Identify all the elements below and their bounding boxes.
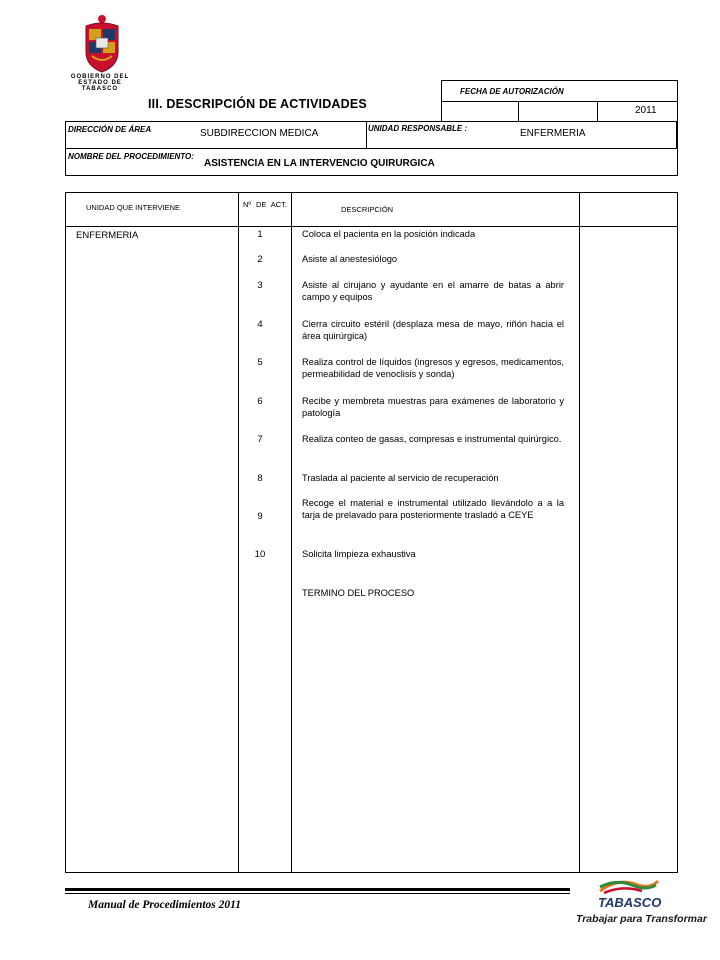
tabasco-brand-icon bbox=[598, 877, 660, 895]
act-desc-2: Asiste al anestesiólogo bbox=[302, 254, 398, 264]
fecha-cell-2 bbox=[518, 101, 598, 122]
brand-name: TABASCO bbox=[598, 895, 662, 910]
procedimiento-label: NOMBRE DEL PROCEDIMIENTO: bbox=[68, 152, 194, 161]
act-desc-9: Recoge el material e instrumental utilizado llevándolo a a la tarja de prelavado para posteriormente trasladó a CEYE bbox=[302, 498, 564, 520]
manual-title: Manual de Procedimientos 2011 bbox=[88, 899, 242, 911]
act-desc-4: Cierra circuito estéril (desplaza mesa de mayo, riñón hacia el área quirúrgica) bbox=[302, 319, 564, 341]
act-num-9: 9 bbox=[257, 511, 263, 522]
footer-rule-thick bbox=[65, 888, 570, 891]
unidad-label: UNIDAD RESPONSABLE : bbox=[368, 124, 468, 133]
section-title: III. DESCRIPCIÓN DE ACTIVIDADES bbox=[148, 97, 367, 111]
act-desc-6: Recibe y membreta muestras para exámenes de laboratorio y patología bbox=[302, 396, 564, 418]
act-num-10: 10 bbox=[254, 549, 266, 560]
unidad-value: ENFERMERIA bbox=[520, 128, 586, 139]
act-desc-7: Realiza conteo de gasas, compresas e instrumental quirúrgico. bbox=[302, 434, 562, 444]
unidad-cell: ENFERMERIA bbox=[76, 230, 139, 241]
coat-of-arms-logo bbox=[78, 14, 126, 74]
table-header-divider bbox=[65, 226, 678, 227]
act-desc-1: Coloca el pacienta en la posición indicada bbox=[302, 229, 476, 239]
act-num-6: 6 bbox=[257, 396, 263, 407]
direccion-label: DIRECCIÓN DE ÁREA bbox=[68, 125, 152, 134]
act-desc-10: Solicita limpieza exhaustiva bbox=[302, 549, 416, 559]
col-divider-1 bbox=[238, 192, 239, 873]
header-descripcion: DESCRIPCIÓN bbox=[341, 205, 394, 214]
act-num-5: 5 bbox=[257, 357, 263, 368]
header-unidad: UNIDAD QUE INTERVIENE bbox=[86, 203, 181, 212]
act-num-8: 8 bbox=[257, 473, 263, 484]
fecha-year: 2011 bbox=[635, 105, 657, 116]
end-text: TERMINO DEL PROCESO bbox=[302, 588, 415, 598]
act-desc-5: Realiza control de líquidos (ingresos y egresos, medicamentos, permeabilidad de venoclisis y sonda) bbox=[302, 357, 564, 379]
footer-rule-thin bbox=[65, 893, 570, 894]
act-num-1: 1 bbox=[257, 229, 263, 240]
act-num-3: 3 bbox=[257, 280, 263, 291]
logo-line-2: ESTADO DE bbox=[78, 80, 122, 86]
col-divider-2 bbox=[291, 192, 292, 873]
act-num-2: 2 bbox=[257, 254, 263, 265]
act-desc-3: Asiste al cirujano y ayudante en el amarre de batas a abrir campo y equipos bbox=[302, 280, 564, 302]
act-desc-8: Traslada al paciente al servicio de recuperación bbox=[302, 473, 499, 483]
fecha-cell-1 bbox=[441, 101, 519, 122]
logo-line-1: GOBIERNO DEL bbox=[70, 74, 130, 80]
brand-slogan: Trabajar para Transformar bbox=[576, 913, 707, 925]
logo-line-3: TABASCO bbox=[81, 86, 119, 92]
col-divider-3 bbox=[579, 192, 580, 873]
fecha-label: FECHA DE AUTORIZACIÓN bbox=[460, 87, 564, 96]
act-num-7: 7 bbox=[257, 434, 263, 445]
act-num-4: 4 bbox=[257, 319, 263, 330]
header-num: Nº DE ACT. bbox=[243, 200, 287, 209]
procedimiento-value: ASISTENCIA EN LA INTERVENCIO QUIRURGICA bbox=[204, 158, 435, 169]
direccion-value: SUBDIRECCION MEDICA bbox=[200, 128, 319, 139]
